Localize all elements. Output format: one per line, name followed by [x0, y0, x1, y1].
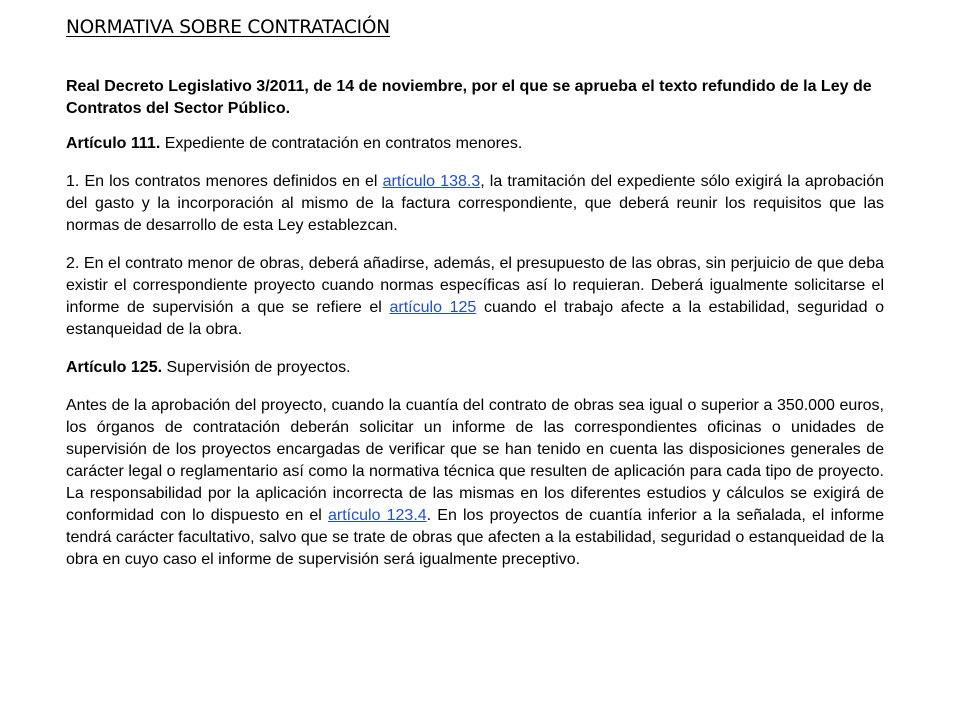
spacer: [66, 155, 884, 171]
document-body: [66, 76, 884, 571]
article-125-label: Artículo 125.: [66, 359, 163, 376]
spacer: [66, 341, 884, 357]
page-title: NORMATIVA SOBRE CONTRATACIÓN: [66, 17, 390, 38]
link-article-123-4[interactable]: artículo 123.4: [328, 507, 427, 524]
article-111-label: Artículo 111.: [66, 135, 161, 152]
article-125-heading: [66, 357, 884, 379]
link-article-125[interactable]: artículo 125: [389, 299, 477, 316]
article-111-heading: [66, 133, 884, 155]
paragraph-text: cuando el trabajo afecte a la estabilidad, seguridad o estanqueidad de la obra.: [66, 299, 884, 338]
article-125-paragraph-1: [66, 395, 884, 571]
link-article-138-3[interactable]: artículo 138.3: [382, 173, 481, 190]
spacer: [66, 120, 884, 133]
paragraph-text: Antes de la aprobación del proyecto, cuando la cuantía del contrato de obras sea igual o superior a 350.000 euros, los órganos de contratación deberán solicitar un informe de las correspondientes oficinas o unidades de supervisión de los proyectos encargadas de verificar que se han tenido en cuenta las disposiciones generales de carácter legal o reglamentario así como la normativa técnica que resulten de aplicación para cada tipo de proyecto. La responsabilidad por la aplicación incorrecta de las mismas en los diferentes estudios y cálculos se exigirá de conformidad con lo dispuesto en el: [66, 397, 884, 524]
article-125-title: Supervisión de proyectos.: [162, 359, 351, 376]
paragraph-text: , la tramitación del expediente sólo exigirá la aprobación del gasto y la incorporación al mismo de la factura correspondiente, que deberá reunir los requisitos que las normas de desarrollo de esta Ley establezcan.: [66, 173, 885, 234]
paragraph-text: . En los proyectos de cuantía inferior a la señalada, el informe tendrá carácter facultativo, salvo que se trate de obras que afecten a la estabilidad, seguridad o estanqueidad de la obra en cuyo caso el informe de supervisión será igualmente preceptivo.: [66, 507, 884, 568]
article-111-paragraph-2: [66, 253, 884, 341]
law-heading: Real Decreto Legislativo 3/2011, de 14 de noviembre, por el que se aprueba el texto refundido de la Ley de Contratos del Sector Público.: [66, 78, 872, 117]
spacer: [66, 237, 884, 253]
article-111-title: Expediente de contratación en contratos menores.: [160, 135, 523, 152]
paragraph-text: 2. En el contrato menor de obras, deberá añadirse, además, el presupuesto de las obras, sin perjuicio de que deba existir el correspondiente proyecto cuando normas específicas así lo requieran. Deberá igualmente solicitarse el informe de supervisión a que se refiere el: [66, 255, 884, 316]
article-111-paragraph-1: [66, 171, 884, 237]
spacer: [66, 379, 884, 395]
paragraph-text: 1. En los contratos menores definidos en el: [66, 173, 383, 190]
